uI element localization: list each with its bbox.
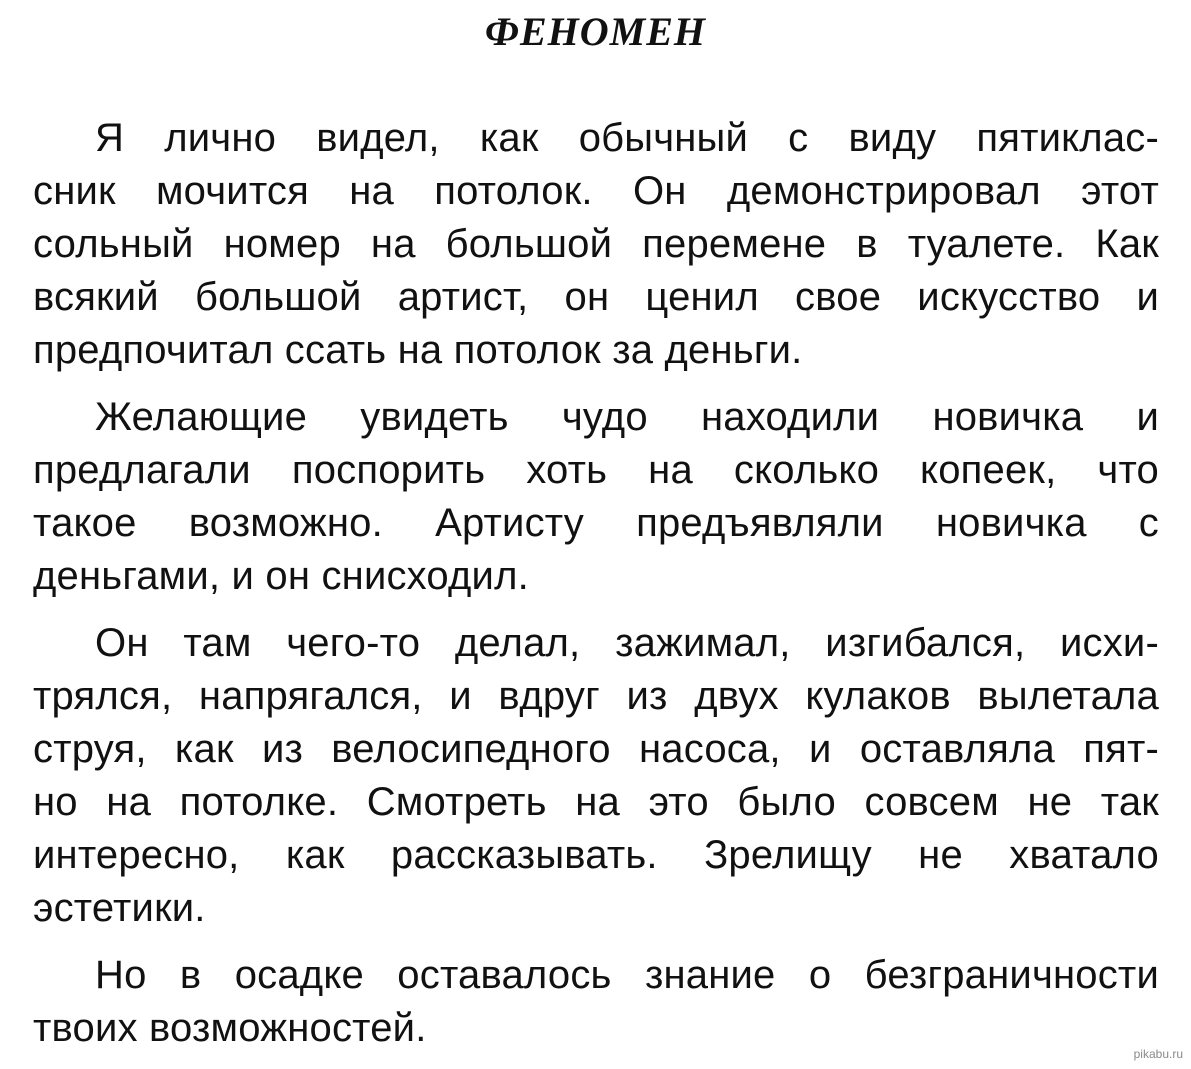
paragraph-2 (33, 391, 1159, 603)
text-line: твоих возможностей. (33, 1006, 427, 1050)
document-body (33, 112, 1159, 1069)
text-line: эстетики. (33, 886, 206, 930)
text-line: трялся, напрягался, и вдруг из двух кулаков вылетала (33, 674, 1159, 718)
paragraph-3 (33, 617, 1159, 935)
text-line: Но в осадке оставалось знание о безграничности (95, 953, 1159, 997)
text-line: Я лично видел, как обычный с виду пятиклас- (95, 116, 1159, 160)
text-line: сольный номер на большой перемене в туалете. Как (33, 222, 1159, 266)
text-line: но на потолке. Смотреть на это было совсем не так (33, 780, 1159, 824)
paragraph-1 (33, 112, 1159, 377)
paragraph-4 (33, 949, 1159, 1055)
text-line: интересно, как рассказывать. Зрелищу не хватало (33, 833, 1159, 877)
text-line: такое возможно. Артисту предъявляли новичка с (33, 501, 1159, 545)
text-line: предпочитал ссать на потолок за деньги. (33, 328, 803, 372)
text-line: струя, как из велосипедного насоса, и оставляла пят- (33, 727, 1159, 771)
watermark-text: pikabu.ru (1133, 1047, 1183, 1061)
text-line: Желающие увидеть чудо находили новичка и (95, 395, 1159, 439)
text-line: Он там чего-то делал, зажимал, изгибался, исхи- (95, 621, 1159, 665)
text-line: сник мочится на потолок. Он демонстрировал этот (33, 169, 1159, 213)
text-line: всякий большой артист, он ценил свое искусство и (33, 275, 1159, 319)
document-title: ФЕНОМЕН (484, 9, 707, 54)
text-line: деньгами, и он снисходил. (33, 554, 529, 598)
text-line: предлагали поспорить хоть на сколько копеек, что (33, 448, 1159, 492)
